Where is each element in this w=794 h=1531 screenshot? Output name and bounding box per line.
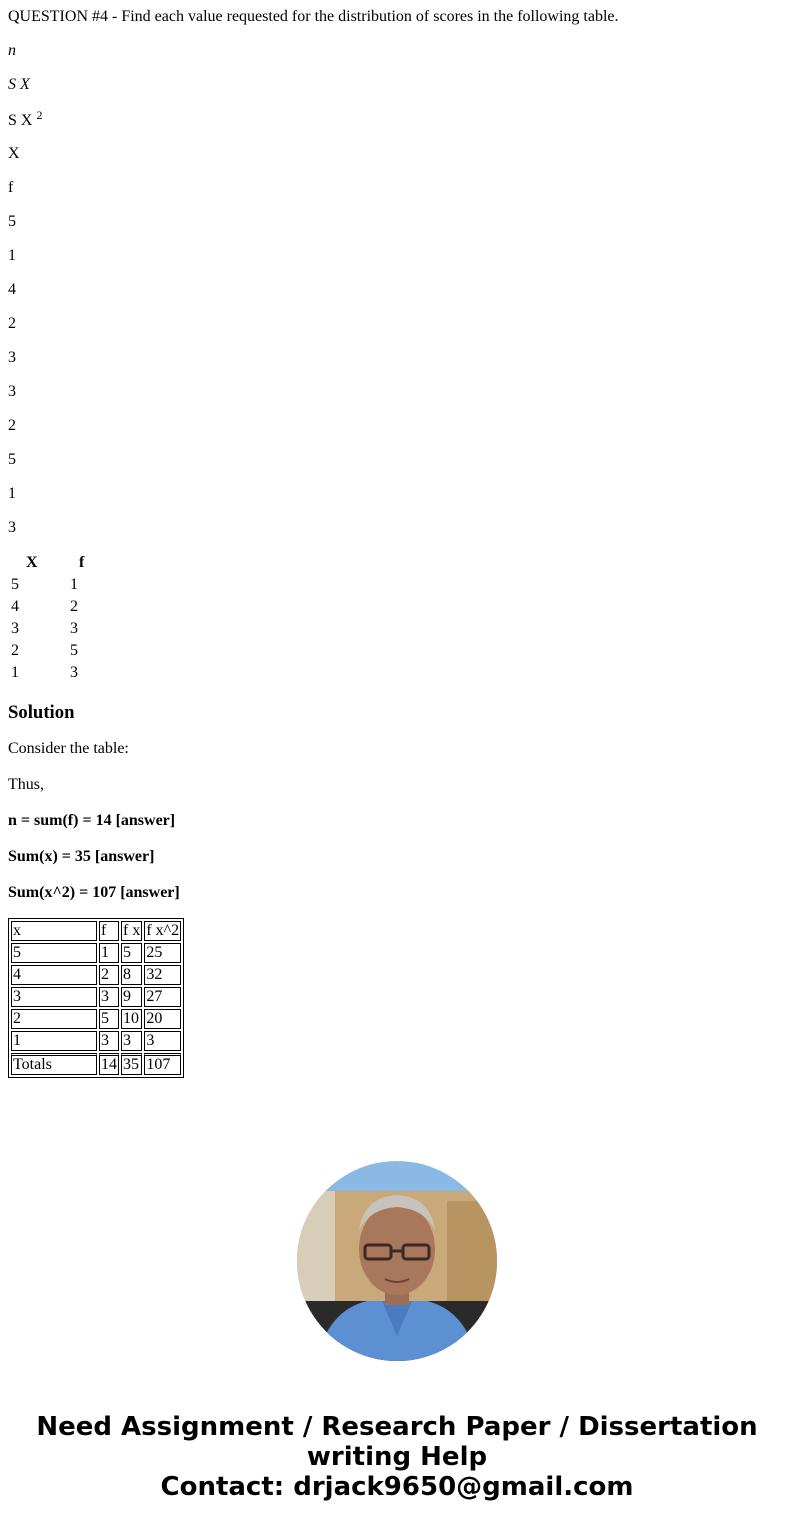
totals-row bbox=[11, 1053, 181, 1075]
table-row bbox=[10, 575, 120, 595]
total-fx: 35 bbox=[121, 1053, 142, 1075]
footer-line-2: writing Help bbox=[306, 1442, 488, 1472]
solution-heading: Solution bbox=[8, 702, 75, 723]
header-f: f bbox=[99, 921, 119, 941]
flat-line: 2 bbox=[8, 417, 16, 434]
flat-line: 3 bbox=[8, 519, 16, 536]
footer-advert bbox=[0, 1412, 794, 1502]
question-text: QUESTION #4 - Find each value requested for the distribution of scores in the following table. bbox=[8, 8, 619, 25]
cell-fx2: 3 bbox=[144, 1031, 181, 1051]
cell-x: 4 bbox=[11, 965, 97, 985]
cell-x: 3 bbox=[11, 620, 19, 637]
cell-x: 2 bbox=[11, 1009, 97, 1029]
table-row bbox=[10, 641, 120, 661]
requested-n: n bbox=[8, 42, 16, 59]
cell-f: 3 bbox=[70, 664, 78, 681]
header-x: x bbox=[11, 921, 97, 941]
footer-contact: Contact: drjack9650@gmail.com bbox=[160, 1472, 634, 1502]
cell-x: 4 bbox=[11, 598, 19, 615]
cell-fx2: 25 bbox=[144, 943, 181, 963]
solution-intro: Consider the table: bbox=[8, 740, 129, 757]
frequency-table-header bbox=[10, 553, 120, 573]
table-row bbox=[10, 619, 120, 639]
cell-f: 3 bbox=[99, 987, 119, 1007]
cell-f: 2 bbox=[70, 598, 78, 615]
cell-f: 2 bbox=[99, 965, 119, 985]
answer-sum-x-squared: Sum(x^2) = 107 [answer] bbox=[8, 884, 180, 901]
cell-f: 3 bbox=[99, 1031, 119, 1051]
cell-x: 1 bbox=[11, 1031, 97, 1051]
cell-fx: 8 bbox=[121, 965, 142, 985]
cell-x: 5 bbox=[11, 943, 97, 963]
flat-line: 1 bbox=[8, 247, 16, 264]
header-fx2: f x^2 bbox=[146, 922, 180, 939]
sum-x-squared-exponent: 2 bbox=[36, 108, 43, 122]
requested-sum-x-squared bbox=[8, 110, 786, 132]
flat-line: f bbox=[8, 179, 14, 196]
frequency-table bbox=[8, 551, 122, 685]
flat-line: 4 bbox=[8, 281, 16, 298]
cell-fx2: 32 bbox=[144, 965, 181, 985]
table-row bbox=[11, 987, 181, 1007]
flat-line: 3 bbox=[8, 349, 16, 366]
cell-f: 5 bbox=[99, 1009, 119, 1029]
header-x: X bbox=[26, 554, 38, 571]
table-row bbox=[11, 1009, 181, 1029]
answer-n: n = sum(f) = 14 [answer] bbox=[8, 812, 176, 829]
cell-f: 1 bbox=[70, 576, 78, 593]
solution-thus: Thus, bbox=[8, 776, 44, 793]
answer-sum-x: Sum(x) = 35 [answer] bbox=[8, 848, 155, 865]
table-row bbox=[11, 943, 181, 963]
document-page bbox=[0, 8, 794, 1078]
cell-fx2: 20 bbox=[144, 1009, 181, 1029]
table-row bbox=[11, 1031, 181, 1051]
total-fx2: 107 bbox=[144, 1053, 181, 1075]
requested-sum-x: S X bbox=[8, 76, 30, 93]
cell-f: 5 bbox=[70, 642, 78, 659]
header-fx: f x bbox=[123, 922, 141, 939]
total-f: 14 bbox=[99, 1053, 119, 1075]
calculation-table-header bbox=[11, 921, 181, 941]
cell-f: 1 bbox=[99, 943, 119, 963]
cell-x: 1 bbox=[11, 664, 19, 681]
tutor-avatar bbox=[297, 1161, 497, 1361]
totals-label: Totals bbox=[11, 1053, 97, 1075]
flat-line: 1 bbox=[8, 485, 16, 502]
flat-line: 2 bbox=[8, 315, 16, 332]
flat-line: 3 bbox=[8, 383, 16, 400]
cell-fx: 3 bbox=[121, 1031, 142, 1051]
cell-x: 2 bbox=[11, 642, 19, 659]
sum-x-squared-base: S X bbox=[8, 112, 37, 129]
table-row bbox=[10, 597, 120, 617]
cell-fx: 10 bbox=[121, 1009, 142, 1029]
flat-line: 5 bbox=[8, 451, 16, 468]
calculation-table bbox=[8, 918, 184, 1078]
flat-line: X bbox=[8, 145, 20, 162]
cell-fx: 9 bbox=[121, 987, 142, 1007]
table-row bbox=[11, 965, 181, 985]
cell-x: 3 bbox=[11, 987, 97, 1007]
tutor-portrait-icon bbox=[297, 1161, 497, 1361]
table-row bbox=[10, 663, 120, 683]
cell-f: 3 bbox=[70, 620, 78, 637]
cell-fx: 5 bbox=[121, 943, 142, 963]
cell-x: 5 bbox=[11, 576, 19, 593]
footer-line-1: Need Assignment / Research Paper / Dissertation bbox=[36, 1412, 758, 1442]
flat-line: 5 bbox=[8, 213, 16, 230]
cell-fx2: 27 bbox=[144, 987, 181, 1007]
header-f: f bbox=[79, 554, 85, 571]
